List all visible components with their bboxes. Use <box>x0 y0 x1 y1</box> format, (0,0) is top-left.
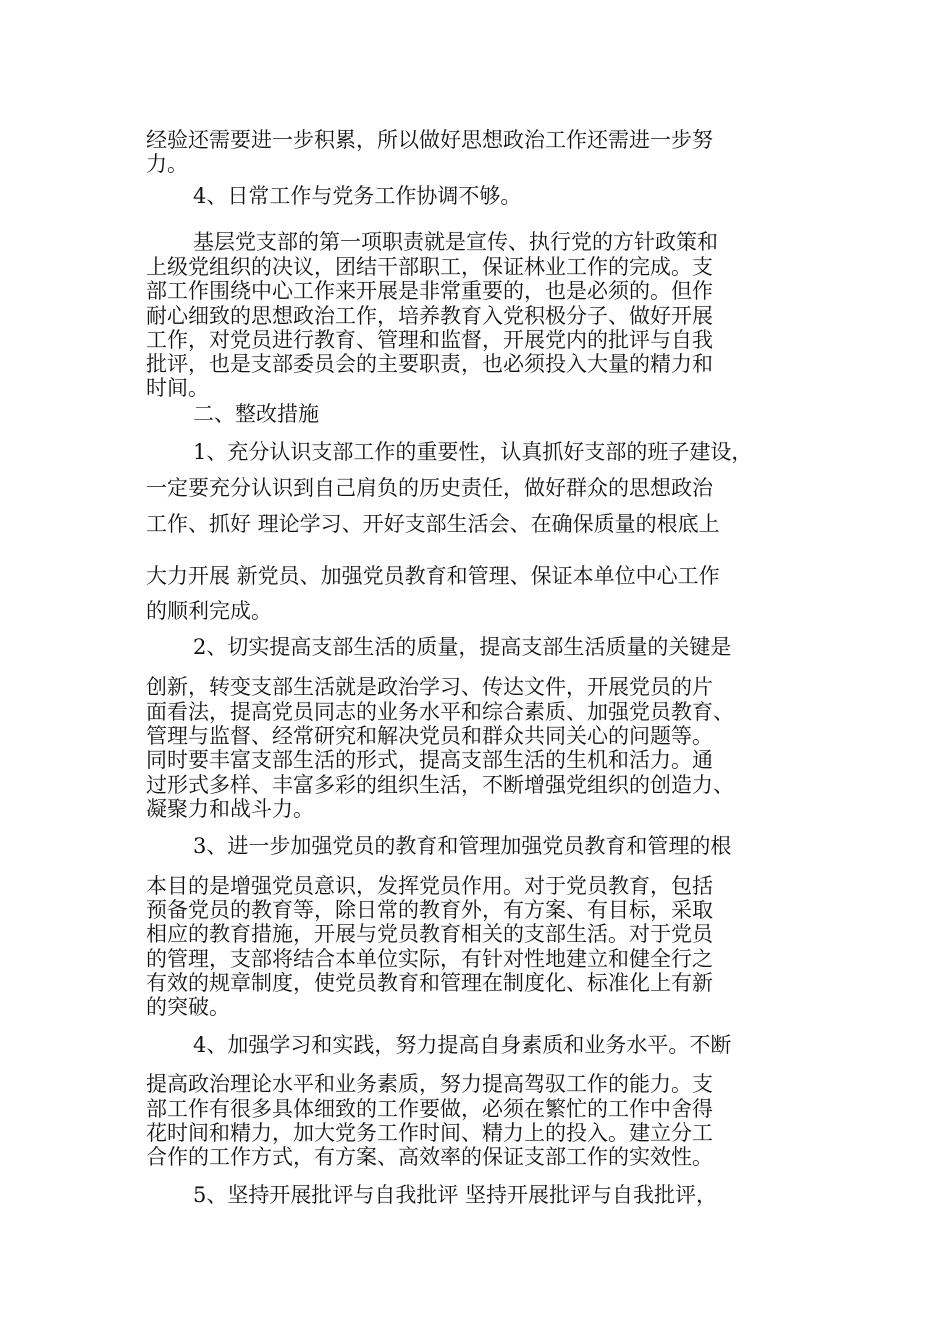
text-line: 2、切实提高支部生活的质量，提高支部生活质量的关键是 <box>193 635 732 659</box>
text-line: 耐心细致的思想政治工作，培养教育入党积极分子、做好开展 <box>146 304 713 328</box>
text-line: 相应的教育措施，开展与党员教育相关的支部生活。对于党员 <box>146 922 713 946</box>
text-line: 的顺利完成。 <box>146 599 272 623</box>
text-line: 3、进一步加强党员的教育和管理加强党员教育和管理的根 <box>193 834 732 858</box>
text-line: 过形式多样、丰富多彩的组织生活，不断增强党组织的创造力、 <box>146 773 734 797</box>
text-line: 提高政治理论水平和业务素质，努力提高驾驭工作的能力。支 <box>146 1072 713 1096</box>
text-line: 花时间和精力，加大党务工作时间、精力上的投入。建立分工 <box>146 1121 713 1145</box>
text-line: 本目的是增强党员意识，发挥党员作用。对于党员教育，包括 <box>146 874 713 898</box>
text-line: 一定要充分认识到自己肩负的历史责任，做好群众的思想政治 <box>146 476 713 500</box>
text-line: 经验还需要进一步积累，所以做好思想政治工作还需进一步努 <box>146 128 713 152</box>
text-line: 力。 <box>146 152 188 176</box>
text-line: 的突破。 <box>146 995 230 1019</box>
text-line: 管理与监督、经常研究和解决党员和群众共同关心的问题等。 <box>146 724 713 748</box>
text-line: 同时要丰富支部生活的形式，提高支部生活的生机和活力。通 <box>146 748 713 772</box>
text-line: 上级党组织的决议，团结干部职工，保证林业工作的完成。支 <box>146 255 713 279</box>
list-item-heading: 4、日常工作与党务工作协调不够。 <box>193 184 522 208</box>
text-line: 面看法，提高党员同志的业务水平和综合素质、加强党员教育、 <box>146 700 734 724</box>
text-line: 有效的规章制度，使党员教育和管理在制度化、标准化上有新 <box>146 971 713 995</box>
text-line: 凝聚力和战斗力。 <box>146 797 314 821</box>
text-line: 批评，也是支部委员会的主要职责，也必须投入大量的精力和 <box>146 352 713 376</box>
text-line: 的管理，支部将结合本单位实际，有针对性地建立和健全行之 <box>146 947 713 971</box>
text-line: 预备党员的教育等，除日常的教育外，有方案、有目标，采取 <box>146 898 713 922</box>
text-line: 工作，对党员进行教育、管理和监督，开展党内的批评与自我 <box>146 328 713 352</box>
text-line: 部工作围绕中心工作来开展是非常重要的，也是必须的。但作 <box>146 279 713 303</box>
text-line: 5、坚持开展批评与自我批评 坚持开展批评与自我批评， <box>193 1183 718 1207</box>
text-line: 合作的工作方式，有方案、高效率的保证支部工作的实效性。 <box>146 1145 713 1169</box>
text-line: 创新，转变支部生活就是政治学习、传达文件，开展党员的片 <box>146 675 713 699</box>
text-line: 工作、抓好 理论学习、开好支部生活会、在确保质量的根底上 <box>146 512 720 536</box>
text-line: 大力开展 新党员、加强党员教育和管理、保证本单位中心工作 <box>146 564 720 588</box>
section-heading: 二、整改措施 <box>193 402 319 426</box>
text-line: 4、加强学习和实践，努力提高自身素质和业务水平。不断 <box>193 1033 732 1057</box>
text-line: 部工作有很多具体细致的工作要做，必须在繁忙的工作中舍得 <box>146 1097 713 1121</box>
text-line: 1、充分认识支部工作的重要性，认真抓好支部的班子建设， <box>193 440 753 464</box>
text-line: 时间。 <box>146 376 209 400</box>
text-line: 基层党支部的第一项职责就是宣传、执行党的方针政策和 <box>193 230 718 254</box>
